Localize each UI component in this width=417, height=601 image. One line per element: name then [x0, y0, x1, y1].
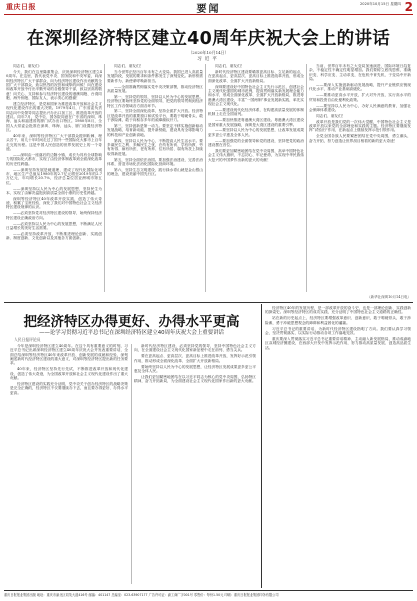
article-headline: 在深圳经济特区建立40周年庆祝大会上的讲话	[26, 29, 391, 49]
paragraph: 要始终坚持以人民为中心的发展思想，让经济特区发展成果更多更公平惠及全体人民。	[134, 364, 256, 373]
paragraph: 当前，世界百年未有之大变局加速演进，国际环境日趋复杂，不稳定性不确定性明显增加。我们要树立底线思维，准确识变、科学应变、主动求变，在危机中育先机、于变局中开新局。	[309, 64, 411, 82]
section-title: 要闻	[196, 4, 221, 15]
paragraph: ——要推动更高水平开放，扩大对外开放，实行高水平的贸易和投资自由化便利化政策。	[309, 93, 411, 102]
paragraph: 习近平总书记的重要讲话，为新时代经济特区建设指明了方向。我们要认真学习领会，坚决贯彻落实，以实际行动推动各项工作落地见效。	[265, 326, 411, 335]
article-column-1	[6, 64, 102, 294]
article-credit: （新华社深圳10月14日电）	[367, 295, 411, 299]
paragraph: 重庆要深入贯彻落实习近平总书记重要讲话精神，主动融入新发展格局，推动成渝地区双城经济圈建设，在西部大开发中发挥示范作用，努力推动高质量发展、创造高品质生活。	[265, 336, 411, 350]
paragraph: ——要坚持以人民为中心，办好人民满意的教育，加强社会保障体系建设。	[309, 103, 411, 112]
paragraph: 新时代经济特区建设要瞄准更高目标、立足新的起点，在更高起点、更高层次、更高目标上推进改革开放，形成全面深化改革、全面扩大开放新格局。	[208, 69, 304, 83]
paragraph: ——深圳坚持发展是硬道理，建成了现代化国际化城市，地区生产总值从1980年的2.7亿元增至2019年的2.7万亿元，年均增长20.7%，经济总量位居亚洲城市第五位。	[6, 167, 102, 185]
paragraph: 当今世界正经历百年未有之大变局。我国已进入高质量发展阶段，发展的要求和条件都发生了深刻变化。新形势需要新作为，新使命呼唤新担当。	[107, 69, 203, 83]
masthead	[0, 0, 417, 14]
article-column-2	[107, 64, 203, 294]
article-dateline: （2020年10月14日）	[188, 50, 229, 55]
paragraph: ——要建设现代化经济体系，在构建高质量发展的体制机制上走在全国前列。	[208, 107, 304, 117]
paper-logo: 重庆日报	[6, 2, 36, 11]
paragraph: 今年是深圳经济特区建立40周年。在这个具有重要意义的时刻，习近平总书记出席深圳经济特区建立40周年庆祝大会并发表重要讲话，全面总结深圳等经济特区40年来改革开放、创新发展的成就和经验，深刻阐述新时代经济特区建设的重大意义，对深圳等经济特区提出新的任务要求。	[10, 344, 128, 366]
commentary-column-2	[134, 344, 256, 586]
paragraph: 同志们、朋友们！	[316, 113, 346, 118]
column-divider	[104, 64, 105, 292]
section-divider	[4, 302, 413, 303]
paragraph: 40年来，经济特区坚持先行先试，不断推进改革开放和现代化建设，创造了伟大奇迹，为全国改革开放和社会主义现代化建设作出了重大贡献。	[10, 367, 128, 380]
paragraph: 新时代经济特区建设，必须坚持党的领导，坚持中国特色社会主义方向，在全面建设社会主义现代化国家新征程中走在前列、勇当尖兵。	[134, 344, 256, 353]
paragraph: ——要坚持以人民为中心的发展思想，让改革发展成果更多更公平惠及全体人民。	[208, 128, 304, 137]
paragraph: 深圳等经济特区40年改革开放实践，创造了伟大奇迹，积累了宝贵经验，深化了我们对中国特色社会主义经济特区建设规律的认识。	[6, 196, 102, 210]
page-number: 2	[404, 0, 413, 14]
paragraph: ——全面准确贯彻落实党中央决策部署，推动经济特区高质量发展。	[107, 84, 203, 93]
paragraph: 第二，坚持全面深化改革，坚持全面扩大开放。经济特区是改革开放的重要窗口和试验平台，要敢于啃硬骨头，敢于涉险滩，敢于向积存多年的顽瘴痼疾开刀。	[107, 109, 203, 123]
column-divider	[306, 64, 307, 292]
paragraph: ——必须坚持党对经济特区建设的领导，始终保持经济特区建设正确政治方向。	[6, 211, 102, 220]
paragraph: 第三，坚持创新是第一动力。要坚定不移实施创新驱动发展战略，培育新动能，提升新势能，建设具有全球影响力的科技和产业创新高地。	[107, 124, 203, 137]
paragraph: ——要加快推进粤港澳大湾区建设。粤港澳大湾区建设是国家重大发展战略，深圳是大湾区建设的重要引擎。	[208, 118, 304, 127]
paragraph: 同志们、朋友们！	[215, 64, 245, 68]
paragraph: 第五，坚持全面依法治国。要加强法治建设，完善法治体系，营造市场化法治化国际化营商环境。	[107, 157, 203, 167]
paragraph: 第一，坚持党的领导，坚持以人民为中心的发展思想。经济特区要始终坚持党的全面领导，把党的领导贯彻到经济特区工作各领域各方面各环节。	[107, 94, 203, 108]
top-rule	[4, 14, 413, 15]
paragraph: ——深圳坚持以人民为中心的发展思想，坚持民生为本，实现了由解决温饱到高质量全面小康的历史性跨越。	[6, 186, 102, 195]
paragraph: 经济特区40年的发展历程，是一部改革开放的奋斗史，也是一部理论创新、实践创新的探索史。深圳等经济特区的成功实践，充分证明了中国特色社会主义道路的正确性。	[265, 306, 411, 315]
paragraph: 经济特区建设的实践充分证明，党中央关于创办经济特区的战略决策是完全正确的，经济特区不仅要继续办下去，而且要办得更好、办得水平更高。	[10, 381, 128, 395]
paragraph: ——要深入实施创新驱动发展战略，提升产业链供应链现代化水平，推动产业基础高级化。	[309, 82, 411, 92]
article-column-4	[309, 64, 411, 292]
article-column-3	[208, 64, 304, 294]
commentary-subheadline: ——论学习贯彻习近平总书记在深圳经济特区建立40周年庆祝大会上重要讲话	[39, 330, 224, 336]
column-divider	[205, 64, 206, 292]
commentary-source: 人民日报评论员	[14, 337, 41, 342]
footer-text: 重庆日报报业集团出版 地址：重庆市渝北区同茂大道416号 邮编：401147 总编室：023-63907177 广告许可证：渝工商广字001号 零售价：每份1.50元 印刷：重庆日报报业集团印务有限公司	[4, 593, 279, 597]
column-divider	[131, 344, 132, 584]
paragraph: 40年来，深圳等经济特区广大干部群众披荆斩棘、埋头苦干，用几十年时间走过了国外一些国际化大都市上百年走完的历程。这是中国人民创造的世界发展史上的一个奇迹。	[6, 133, 102, 151]
paragraph: ——要加强党的全面领导和党的建设，坚持把党的政治建设摆在首位。	[208, 138, 304, 148]
paragraph: 建立经济特区，是党和国家为推进改革开放和社会主义现代化建设作出的重大决策。1979年4月，广东省委负责同志向中央领导同志提出兴办出口加工区、推进改革开放的建议。同年7月，党中央、国务院同意在广东省的深圳、珠海、汕头和福建省的厦门试办出口特区。1980年8月，全国人大常委会批准在深圳、珠海、汕头、厦门设置经济特区。	[6, 101, 102, 132]
paragraph: 同志们，朋友们：	[13, 64, 43, 68]
page-footer	[4, 590, 413, 601]
paragraph: 全党全国各族人民要紧密团结在党中央周围，勇立潮头，奋力开拓，努力创造让世界刮目相看的新的更大奇迹！	[309, 134, 411, 143]
paragraph: 今天，我们在这里隆重集会，庆祝深圳经济特区建立40周年。在这里，我代表党中央、国务院和中央军委，向深圳经济特区广大干部群众，向为经济特区建设作出贡献的全国广大干部群众，致以热烈的祝贺和诚挚的问候！向在建设和改革开放中付出辛勤劳动的各级领导干部，致以崇高的敬意！向关心、支持和参与经济特区建设的港澳同胞、台湾同胞、海外侨胞、国际友人，表示衷心的感谢！	[6, 69, 102, 100]
paragraph: ——深圳由一座落后的边陲小镇，成长为具有全球影响力的国际化大都市，实现了由经济体制改革到全面深化改革的历史性跨越。	[6, 152, 102, 166]
article-author: 习近平	[197, 57, 220, 62]
commentary-headline: 把经济特区办得更好、办得水平更高	[23, 314, 240, 330]
paragraph: 让我们更加紧密地团结在以习近平同志为核心的党中央周围，弘扬特区精神，奋力开拓新局，为全面建设社会主义现代化国家作出新的更大贡献。	[134, 374, 256, 384]
commentary-column-1	[10, 344, 128, 586]
paragraph: ——必须坚持改革开放，不断推进理论创新、实践创新、制度创新、文化创新以及其他各方面创新。	[6, 231, 102, 241]
paragraph: 深圳要建设好中国特色社会主义先行示范区，创建社会主义现代化强国的城市范例，提高贯彻落实新发展理念能力和水平，形成全面深化改革、全面扩大开放新格局，推进粤港澳大湾区建设，丰富“一国两制”事业发展新实践，率先实现社会主义现代化。	[208, 84, 304, 106]
paragraph: 站在新的历史起点上，经济特区要增强改革意识、创新意识，敢于啃硬骨头，敢于涉险滩，勇于冲破思想观念的障碍和利益固化的藩篱。	[265, 316, 411, 325]
paragraph: 同志们、朋友们！	[114, 64, 144, 68]
paragraph: ——必须坚持以人民为中心的发展思想，不断满足人民日益增长的美好生活需要。	[6, 221, 102, 231]
paragraph: 我们要更加紧密地团结在党中央周围，高举中国特色社会主义伟大旗帜，不忘初心、牢记使命，为实现中华民族伟大复兴的中国梦作出新的更大的贡献！	[208, 149, 304, 162]
issue-date: 2020年10月15日 星期四	[360, 2, 401, 6]
paragraph: 要在更高起点、更高层次、更高目标上推进改革开放，发挥好示范引领作用，推动形成全面深化改革、全面扩大开放新格局。	[134, 354, 256, 363]
paragraph: 改革开放是我们党的一次伟大觉醒，中国特色社会主义是改革开放以来党的全部理论和实践的主题。经济特区要继续发挥“试验田”作用，在新起点上继续发挥示范引领作用。	[309, 119, 411, 133]
paragraph: 第四，坚持以人民为中心，不断提高人民生活水平。要多谋民生之利、多解民生之忧，在幼有所育、学有所教、劳有所得、病有所医、老有所养、住有所居、弱有所扶上持续取得新进展。	[107, 138, 203, 156]
paragraph: 第六，坚持生态文明建设，践行绿水青山就是金山银山的理念，建设美丽中国先行区。	[107, 167, 203, 177]
commentary-column-3	[265, 306, 411, 586]
column-divider	[261, 304, 262, 588]
